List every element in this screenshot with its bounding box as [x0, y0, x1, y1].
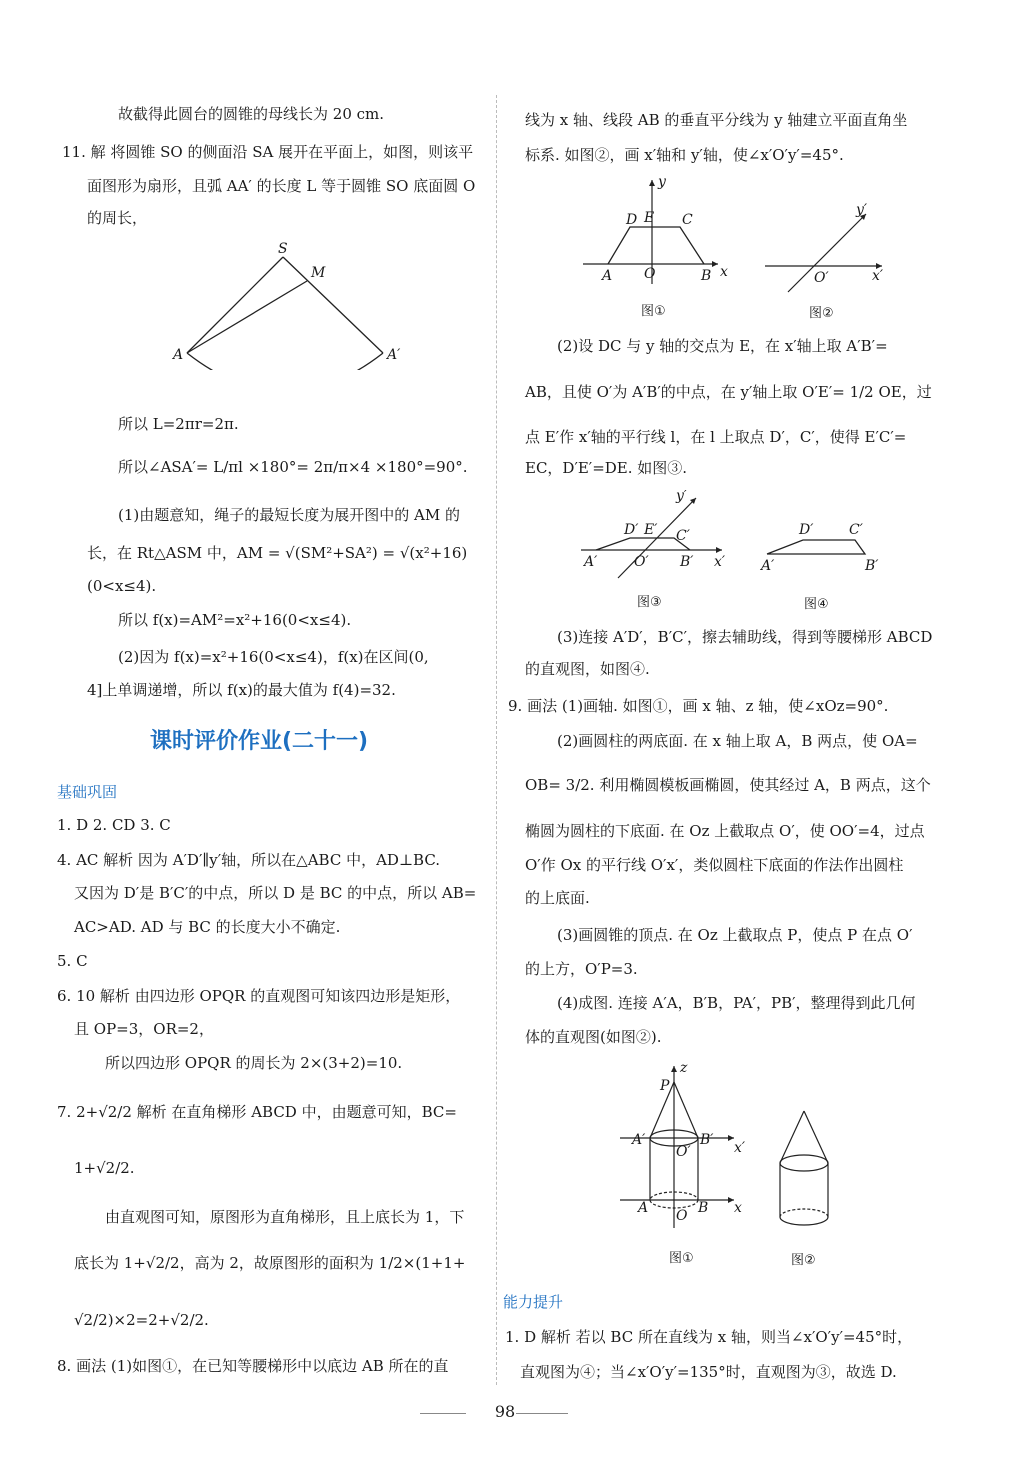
answer-line: 4. AC 解析 因为 A′D′∥y′轴，所以在△ABC 中，AD⊥BC.	[57, 851, 441, 869]
label-B: B	[701, 268, 712, 284]
text-line: 面图形为扇形，且弧 AA′ 的长度 L 等于圆锥 SO 底面圆 O	[87, 177, 476, 195]
label-D-prime: D′	[624, 522, 639, 538]
caption-fig2: 图②	[809, 306, 834, 321]
label-O: O	[676, 1208, 688, 1224]
text-line: 体的直观图(如图②).	[525, 1028, 662, 1046]
label-B-prime: B′	[700, 1132, 714, 1148]
label-y-prime: y′	[856, 202, 868, 218]
label-x-prime: x′	[714, 554, 726, 570]
caption-fig3: 图③	[637, 595, 662, 610]
label-y-prime: y′	[676, 490, 688, 504]
label-z: z	[680, 1060, 688, 1076]
text-line: 标系. 如图②，画 x′轴和 y′轴，使∠x′O′y′=45°.	[525, 146, 844, 164]
label-O-prime: O′	[814, 270, 829, 286]
label-C: C	[682, 212, 693, 228]
answer-line: 1. D 2. CD 3. C	[57, 816, 171, 834]
section-title: 课时评价作业(二十一)	[150, 729, 369, 754]
column-divider	[496, 95, 497, 1385]
text-line: 4]上单调递增，所以 f(x)的最大值为 f(4)=32.	[87, 681, 396, 699]
text-line: (2)设 DC 与 y 轴的交点为 E，在 x′轴上取 A′B′=	[557, 337, 888, 355]
text-line: 故截得此圆台的圆锥的母线长为 20 cm.	[118, 105, 385, 123]
answer-line: 9. 画法 (1)画轴. 如图①，画 x 轴、z 轴，使∠xOz=90°.	[508, 697, 889, 715]
arc-AA2	[187, 353, 383, 370]
answer-line: 7. 2+√2/2 解析 在直角梯形 ABCD 中，由题意可知，BC=	[57, 1103, 457, 1121]
text-line: (4)成图. 连接 A′A，B′B，PA′，PB′，整理得到此几何	[557, 994, 916, 1012]
text-line: 所以 L=2πr=2π.	[118, 415, 239, 433]
label-P: P	[660, 1078, 670, 1094]
label-D-prime: D′	[799, 522, 814, 538]
answer-line: AC>AD. AD 与 BC 的长度大小不确定.	[74, 918, 341, 936]
text-line: 线为 x 轴、线段 AB 的垂直平分线为 y 轴建立平面直角坐	[525, 111, 908, 129]
label-E: E	[644, 210, 655, 226]
text-line: (3)连接 A′D′，B′C′，擦去辅助线，得到等腰梯形 ABCD	[557, 628, 933, 646]
text-line: 长，在 Rt△ASM 中，AM = √(SM²+SA²) = √(x²+16)	[87, 544, 468, 562]
label-A-prime: A′	[761, 558, 775, 574]
text-line: (1)由题意知，绳子的最短长度为展开图中的 AM 的	[118, 506, 460, 524]
text-line: 的上底面.	[525, 889, 590, 907]
subsection-ability: 能力提升	[503, 1293, 564, 1311]
label-A: A	[173, 347, 184, 363]
label-A-prime: A′	[584, 554, 598, 570]
text-line: O′作 Ox 的平行线 O′x′，类似圆柱下底面的作法作出圆柱	[525, 856, 904, 874]
sector-figure	[165, 235, 405, 370]
text-line: 所以∠ASA′= L/πl ×180°= 2π/π×4 ×180°=90°.	[118, 458, 468, 476]
text-line: (0<x≤4).	[87, 577, 157, 595]
radius-SA2	[283, 257, 383, 353]
figure-2-axes	[760, 200, 890, 300]
text-line: 11. 解 将圆锥 SO 的侧面沿 SA 展开在平面上，如图，则该平	[62, 143, 474, 161]
text-line: OB= 3/2. 利用椭圆模板画椭圆，使其经过 A，B 两点，这个	[525, 776, 931, 794]
caption-fig5: 图①	[669, 1251, 694, 1266]
label-E-prime: E′	[644, 522, 658, 538]
answer-line: √2/2)×2=2+√2/2.	[74, 1311, 209, 1329]
text-line: 的上方，O′P=3.	[525, 960, 638, 978]
figure-6-cone-cylinder-solid	[770, 1105, 840, 1235]
label-A-prime: A′	[387, 347, 401, 363]
label-A: A	[602, 268, 613, 284]
answer-line: 且 OP=3，OR=2，	[74, 1020, 214, 1038]
text-line: AB，且使 O′为 A′B′的中点，在 y′轴上取 O′E′= 1/2 OE，过	[525, 383, 932, 401]
answer-line: 直观图为④；当∠x′O′y′=135°时，直观图为③，故选 D.	[520, 1363, 897, 1381]
label-x-prime: x′	[734, 1140, 746, 1156]
text-line: (2)画圆柱的两底面. 在 x 轴上取 A，B 两点，使 OA=	[557, 732, 918, 750]
caption-fig6: 图②	[791, 1253, 816, 1268]
label-O-prime: O′	[634, 554, 649, 570]
answer-line: 5. C	[57, 952, 88, 970]
label-B-prime: B′	[865, 558, 879, 574]
label-B: B	[698, 1200, 709, 1216]
label-O: O	[644, 266, 656, 282]
label-C-prime: C′	[849, 522, 863, 538]
answer-line: 又因为 D′是 B′C′的中点，所以 D 是 BC 的中点，所以 AB=	[74, 884, 477, 902]
answer-line: 底长为 1+√2/2，高为 2，故原图形的面积为 1/2×(1+1+	[74, 1254, 466, 1272]
answer-line: 6. 10 解析 由四边形 OPQR 的直观图可知该四边形是矩形，	[57, 987, 461, 1005]
text-line: 椭圆为圆柱的下底面. 在 Oz 上截取点 O′，使 OO′=4，过点	[525, 822, 925, 840]
text-line: (3)画圆锥的顶点. 在 Oz 上截取点 P，使点 P 在点 O′	[557, 926, 913, 944]
label-y: y	[658, 174, 666, 190]
text-line: (2)因为 f(x)=x²+16(0<x≤4)，f(x)在区间(0,	[118, 648, 429, 666]
label-M: M	[311, 265, 326, 281]
caption-fig4: 图④	[804, 597, 829, 612]
text-line: 的直观图，如图④.	[525, 660, 650, 678]
label-B-prime: B′	[680, 554, 694, 570]
caption-fig1: 图①	[641, 304, 666, 319]
answer-line: 由直观图可知，原图形为直角梯形，且上底长为 1，下	[105, 1208, 465, 1226]
label-A: A	[638, 1200, 649, 1216]
text-line: 所以 f(x)=AM²=x²+16(0<x≤4).	[118, 611, 352, 629]
label-x: x	[734, 1200, 742, 1216]
figure-3-oblique	[578, 490, 738, 580]
answer-line: 8. 画法 (1)如图①，在已知等腰梯形中以底边 AB 所在的直	[57, 1357, 449, 1375]
text-line: 的周长，	[87, 209, 148, 227]
answer-line: 所以四边形 OPQR 的周长为 2×(3+2)=10.	[105, 1054, 403, 1072]
text-line: 点 E′作 x′轴的平行线 l，在 l 上取点 D′，C′，使得 E′C′=	[525, 428, 907, 446]
text-line: EC，D′E′=DE. 如图③.	[525, 459, 688, 477]
figure-1-trapezoid	[578, 172, 738, 292]
label-A-prime: A′	[632, 1132, 646, 1148]
label-x: x	[720, 264, 728, 280]
label-D: D	[626, 212, 638, 228]
figure-4-trapezoid	[757, 514, 887, 574]
answer-line: 1. D 解析 若以 BC 所在直线为 x 轴，则当∠x′O′y′=45°时，	[505, 1328, 913, 1346]
label-O-prime: O′	[676, 1144, 691, 1160]
page-number: 98	[494, 1402, 516, 1421]
radius-SA	[187, 257, 283, 353]
label-S: S	[278, 241, 288, 257]
label-C-prime: C′	[676, 528, 690, 544]
figure-5-cone-cylinder-construction	[612, 1060, 752, 1230]
label-x-prime: x′	[872, 268, 884, 284]
subsection-basic: 基础巩固	[57, 783, 118, 801]
answer-line: 1+√2/2.	[74, 1159, 135, 1177]
segment-AM	[187, 281, 307, 353]
